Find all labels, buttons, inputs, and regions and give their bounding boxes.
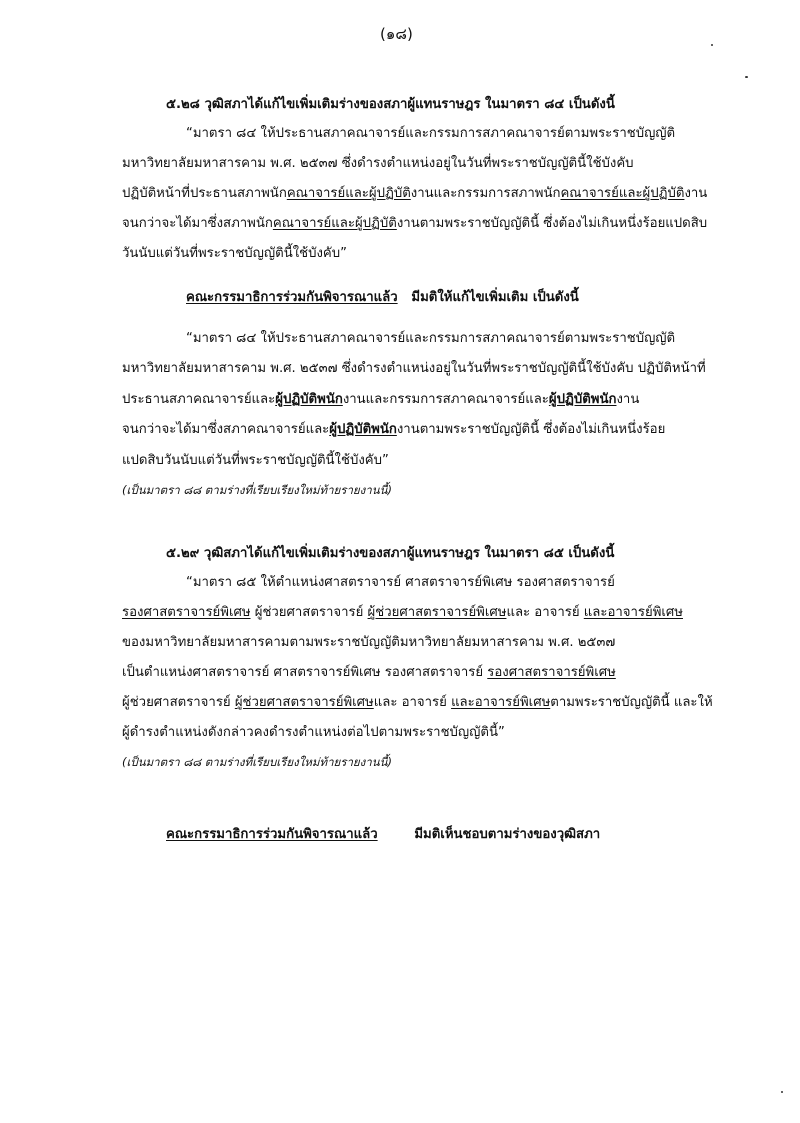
committee-text-line: จนกว่าจะได้มาซึ่งสภาคณาจารย์และผู้ปฏิบัติพนักงานตามพระราชบัญญัตินี้ ซึ่งต้องไม่เกินหนึ่งร้อย — [122, 422, 666, 437]
scan-speck — [711, 44, 713, 46]
senate-text-line: ผู้ช่วยศาสตราจารย์ ผู้ช่วยศาสตราจารย์พิเศษและ อาจารย์ และอาจารย์พิเศษตามพระราชบัญญัตินี้ และให้ — [122, 695, 713, 710]
amended-text: คณาจารย์และผู้ปฏิบัติ — [560, 186, 685, 201]
section-note: (เป็นมาตรา ๘๘ ตามร่างที่เรียบเรียงใหม่ท้ายรายงานนี้) — [122, 755, 392, 769]
senate-text-line: รองศาสตราจารย์พิเศษ ผู้ช่วยศาสตราจารย์ ผู้ช่วยศาสตราจารย์พิเศษและ อาจารย์ และอาจารย์พิเศษ — [122, 605, 683, 620]
amended-text: รองศาสตราจารย์พิเศษ — [122, 605, 251, 620]
amended-text: ผู้ช่วยศาสตราจารย์พิเศษ — [234, 695, 374, 710]
committee-result: มีมติให้แก้ไขเพิ่มเติม เป็นดังนี้ — [411, 290, 579, 305]
amended-text: รองศาสตราจารย์พิเศษ — [487, 665, 616, 680]
committee-text-line: “มาตรา ๘๔ ให้ประธานสภาคณาจารย์และกรรมการสภาคณาจารย์ตามพระราชบัญญัติ — [186, 331, 676, 346]
amended-text: ผู้ช่วยศาสตราจารย์พิเศษ — [367, 605, 507, 620]
senate-text-line: มหาวิทยาลัยมหาสารคาม พ.ศ. ๒๕๓๗ ซึ่งดำรงตำแหน่งอยู่ในวันที่พระราชบัญญัตินี้ใช้บังคับ — [122, 156, 634, 171]
amended-text: และอาจารย์พิเศษ — [451, 695, 551, 710]
committee-resolution — [166, 825, 600, 845]
committee-result: มีมติเห็นชอบตามร่างของวุฒิสภา — [414, 827, 601, 842]
page-number: (๑๘) — [380, 25, 413, 43]
section-note: (เป็นมาตรา ๘๘ ตามร่างที่เรียบเรียงใหม่ท้ายรายงานนี้) — [122, 483, 392, 497]
committee-resolution — [186, 288, 579, 308]
scan-speck — [781, 1091, 783, 1093]
section-529-heading: ๕.๒๙ วุฒิสภาได้แก้ไขเพิ่มเติมร่างของสภาผู้แทนราษฎร ในมาตรา ๘๕ เป็นดังนี้ — [166, 546, 615, 561]
committee-label: คณะกรรมาธิการร่วมกันพิจารณาแล้ว — [166, 827, 378, 842]
section-528-heading: ๕.๒๘ วุฒิสภาได้แก้ไขเพิ่มเติมร่างของสภาผู้แทนราษฎร ในมาตรา ๘๔ เป็นดังนี้ — [166, 97, 615, 112]
senate-text-line: วันนับแต่วันที่พระราชบัญญัตินี้ใช้บังคับ” — [122, 246, 347, 261]
amended-text: และอาจารย์พิเศษ — [583, 605, 683, 620]
amended-text: ผู้ปฏิบัติพนัก — [329, 422, 397, 437]
amended-text: คณาจารย์และผู้ปฏิบัติ — [272, 216, 397, 231]
senate-text-line: ปฏิบัติหน้าที่ประธานสภาพนักคณาจารย์และผู้ปฏิบัติงานและกรรมการสภาพนักคณาจารย์และผู้ปฏิบัติงาน — [122, 186, 708, 201]
committee-text-line: ประธานสภาคณาจารย์และผู้ปฏิบัติพนักงานและกรรมการสภาคณาจารย์และผู้ปฏิบัติพนักงาน — [122, 392, 640, 407]
senate-text-line: เป็นตำแหน่งศาสตราจารย์ ศาสตราจารย์พิเศษ รองศาสตราจารย์ รองศาสตราจารย์พิเศษ — [122, 665, 616, 680]
senate-text-line: ผู้ดำรงตำแหน่งดังกล่าวคงดำรงตำแหน่งต่อไปตามพระราชบัญญัตินี้” — [122, 725, 505, 740]
senate-text-line: “มาตรา ๘๔ ให้ประธานสภาคณาจารย์และกรรมการสภาคณาจารย์ตามพระราชบัญญัติ — [186, 126, 676, 141]
committee-label: คณะกรรมาธิการร่วมกันพิจารณาแล้ว — [186, 290, 398, 305]
amended-text: คณาจารย์และผู้ปฏิบัติ — [286, 186, 411, 201]
amended-text: ผู้ปฏิบัติพนัก — [275, 392, 343, 407]
senate-text-line: จนกว่าจะได้มาซึ่งสภาพนักคณาจารย์และผู้ปฏิบัติงานตามพระราชบัญญัตินี้ ซึ่งต้องไม่เกินหนึ่งร้อยแปดสิบ — [122, 216, 708, 231]
committee-text-line: แปดสิบวันนับแต่วันที่พระราชบัญญัตินี้ใช้บังคับ” — [122, 453, 389, 468]
senate-text-line: ของมหาวิทยาลัยมหาสารคามตามพระราชบัญญัติมหาวิทยาลัยมหาสารคาม พ.ศ. ๒๕๓๗ — [122, 635, 616, 650]
scan-speck — [745, 76, 748, 78]
amended-text: ผู้ปฏิบัติพนัก — [548, 392, 617, 407]
committee-text-line: มหาวิทยาลัยมหาสารคาม พ.ศ. ๒๕๓๗ ซึ่งดำรงตำแหน่งอยู่ในวันที่พระราชบัญญัตินี้ใช้บังคับ ปฏิบัติหน้าที่ — [122, 361, 706, 376]
senate-text-line: “มาตรา ๘๕ ให้ตำแหน่งศาสตราจารย์ ศาสตราจารย์พิเศษ รองศาสตราจารย์ — [186, 575, 615, 590]
